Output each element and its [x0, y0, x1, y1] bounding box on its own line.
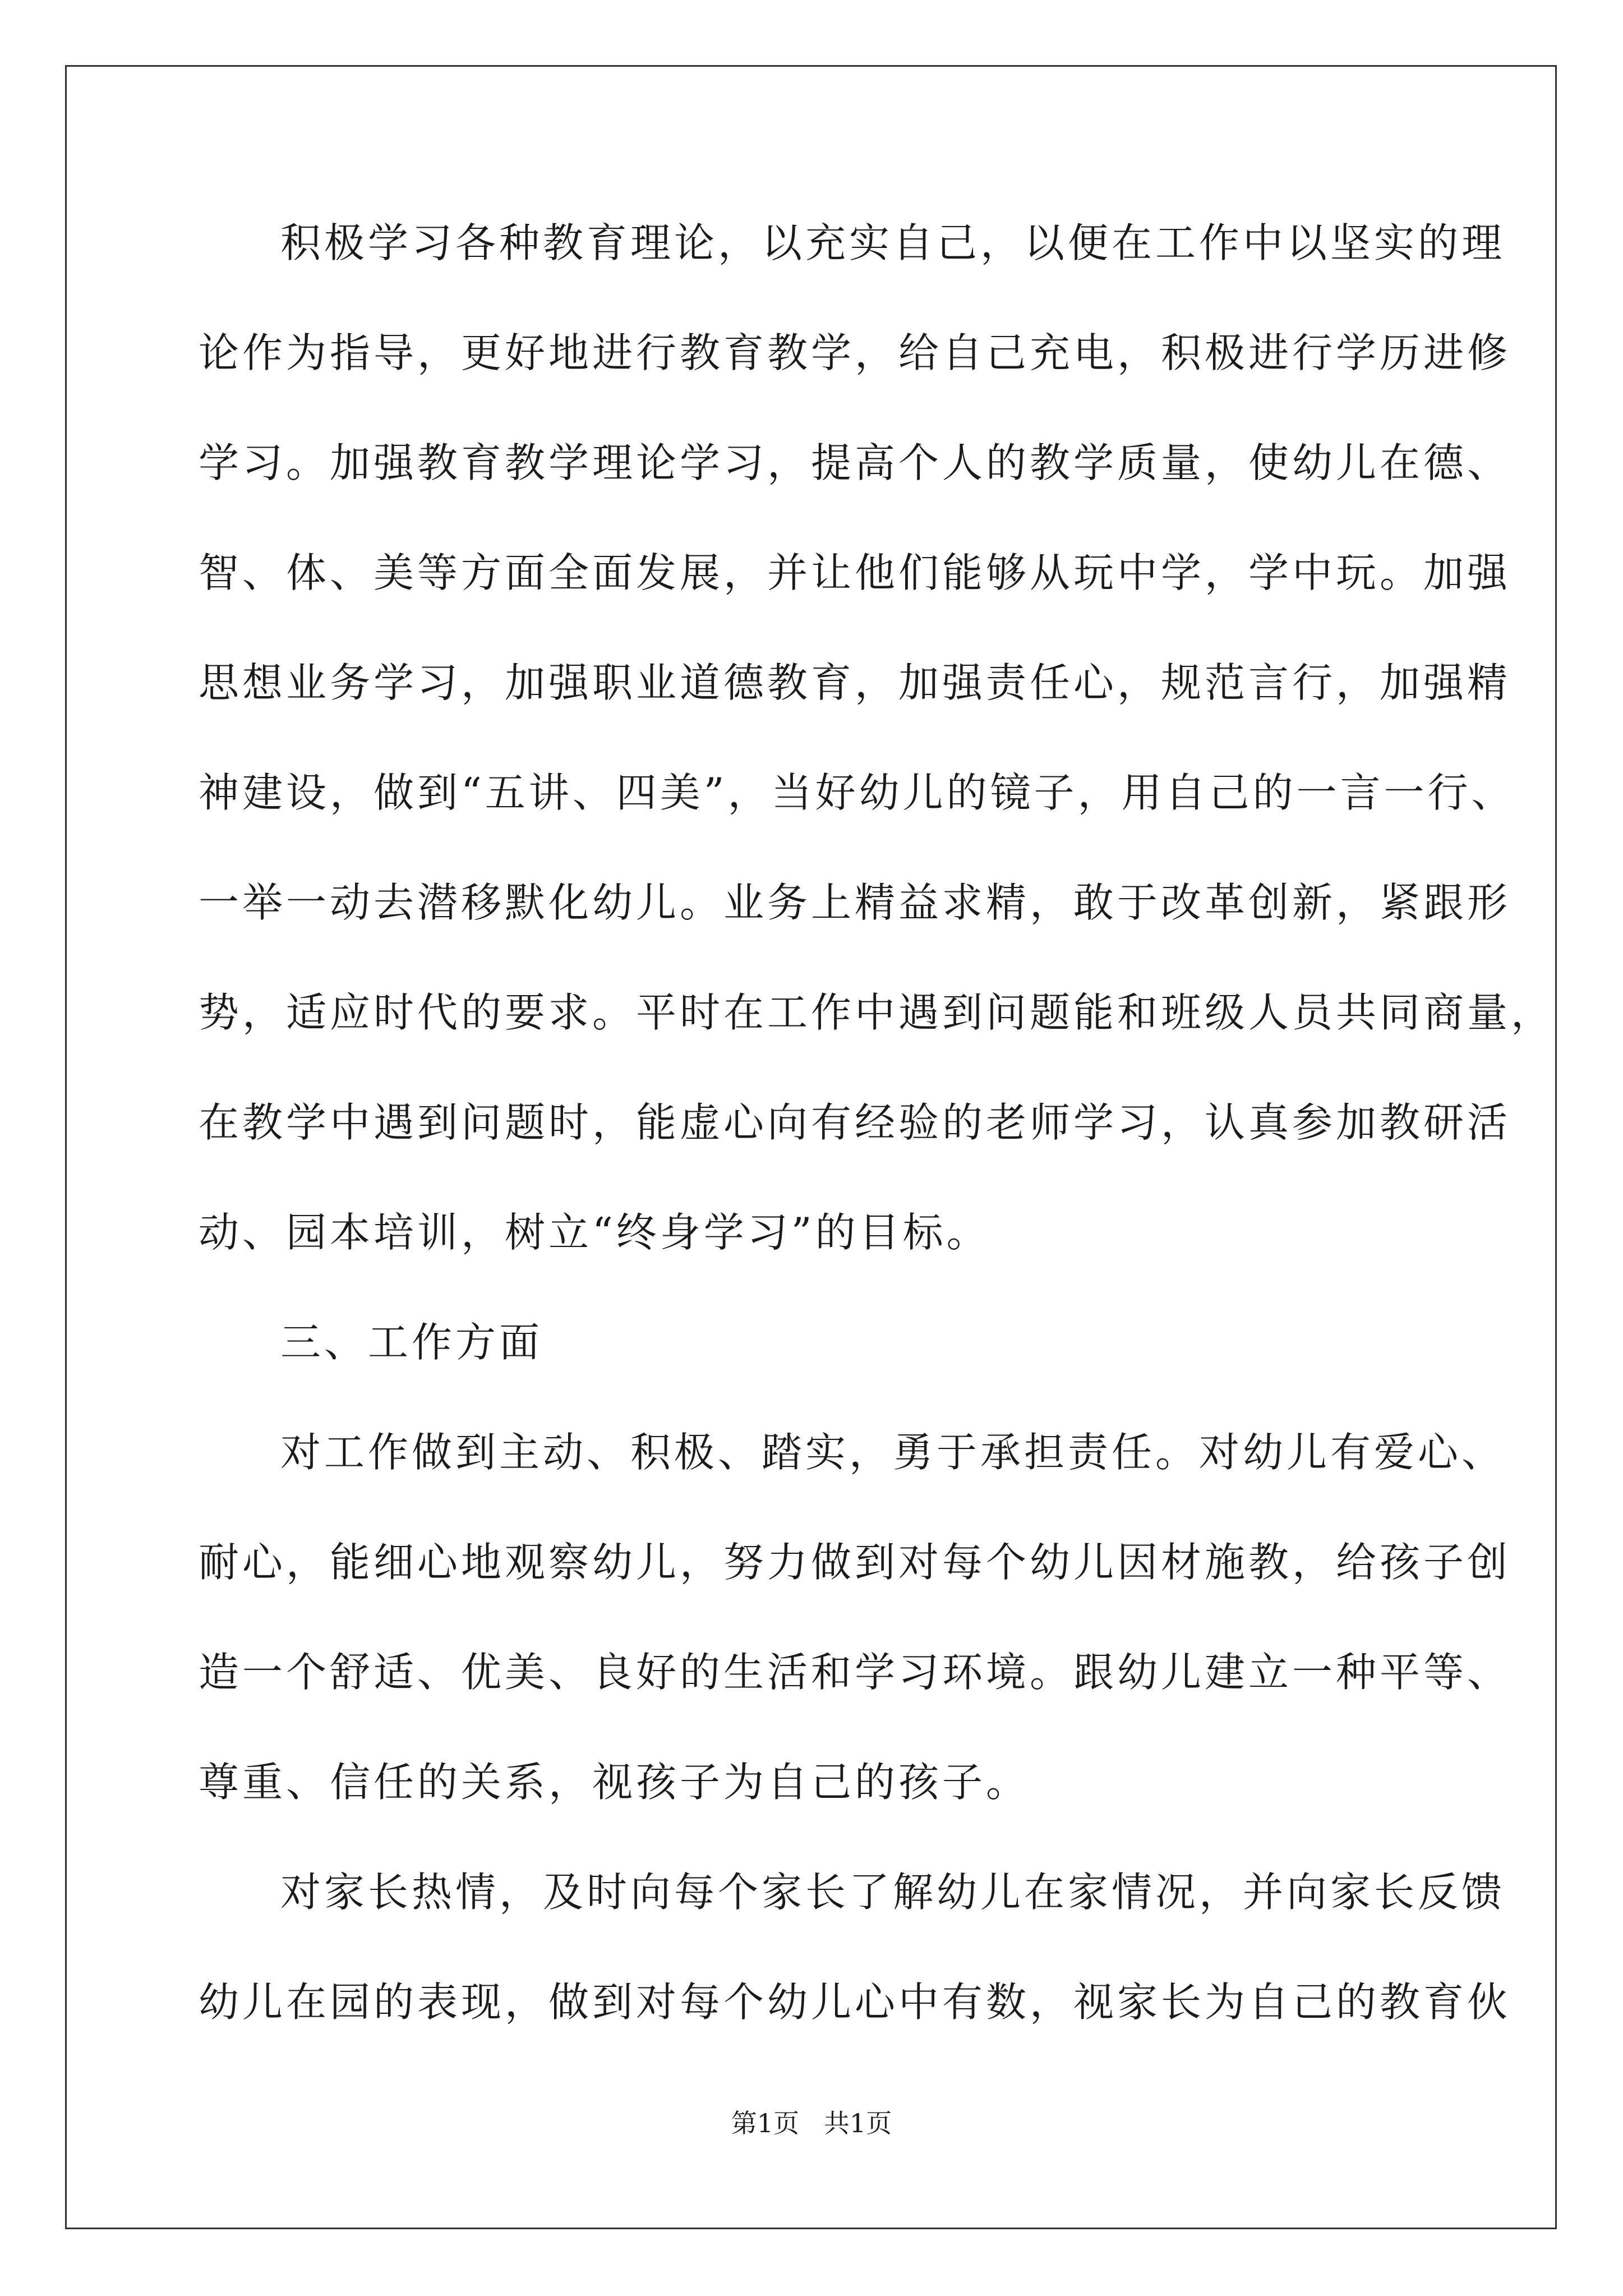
paragraph-line: 对家长热情，及时向每个家长了解幼儿在家情况，并向家长反馈	[280, 1869, 1506, 1916]
paragraph-line: 造一个舒适、优美、良好的生活和学习环境。跟幼儿建立一种平等、	[199, 1649, 1511, 1696]
paragraph-line: 在教学中遇到问题时，能虚心向有经验的老师学习，认真参加教研活	[199, 1099, 1511, 1146]
page-footer: 第1页 共1页	[731, 2108, 892, 2138]
paragraph-line: 尊重、信任的关系，视孩子为自己的孩子。	[199, 1759, 1030, 1806]
paragraph-line: 论作为指导，更好地进行教育教学，给自己充电，积极进行学历进修	[199, 329, 1511, 376]
paragraph-line: 智、体、美等方面全面发展，并让他们能够从玩中学，学中玩。加强	[199, 549, 1511, 596]
section-heading: 三、工作方面	[280, 1319, 543, 1366]
paragraph-line: 动、园本培训，树立“终身学习”的目标。	[199, 1209, 990, 1256]
paragraph-line: 势，适应时代的要求。平时在工作中遇到问题能和班级人员共同商量，	[199, 989, 1555, 1036]
paragraph-line: 神建设，做到“五讲、四美”，当好幼儿的镜子，用自己的一言一行、	[199, 769, 1515, 816]
paragraph-line: 耐心，能细心地观察幼儿，努力做到对每个幼儿因材施教，给孩子创	[199, 1539, 1511, 1586]
document-body	[199, 209, 1555, 2078]
paragraph-line: 幼儿在园的表现，做到对每个幼儿心中有数，视家长为自己的教育伙	[199, 1978, 1511, 2026]
paragraph-line: 思想业务学习，加强职业道德教育，加强责任心，规范言行，加强精	[199, 659, 1511, 706]
paragraph-line: 对工作做到主动、积极、踏实，勇于承担责任。对幼儿有爱心、	[280, 1429, 1506, 1476]
paragraph-line: 积极学习各种教育理论，以充实自己，以便在工作中以坚实的理	[280, 219, 1506, 266]
paragraph-line: 一举一动去潜移默化幼儿。业务上精益求精，敢于改革创新，紧跟形	[199, 879, 1511, 926]
paragraph-line: 学习。加强教育教学理论学习，提高个人的教学质量，使幼儿在德、	[199, 439, 1511, 486]
